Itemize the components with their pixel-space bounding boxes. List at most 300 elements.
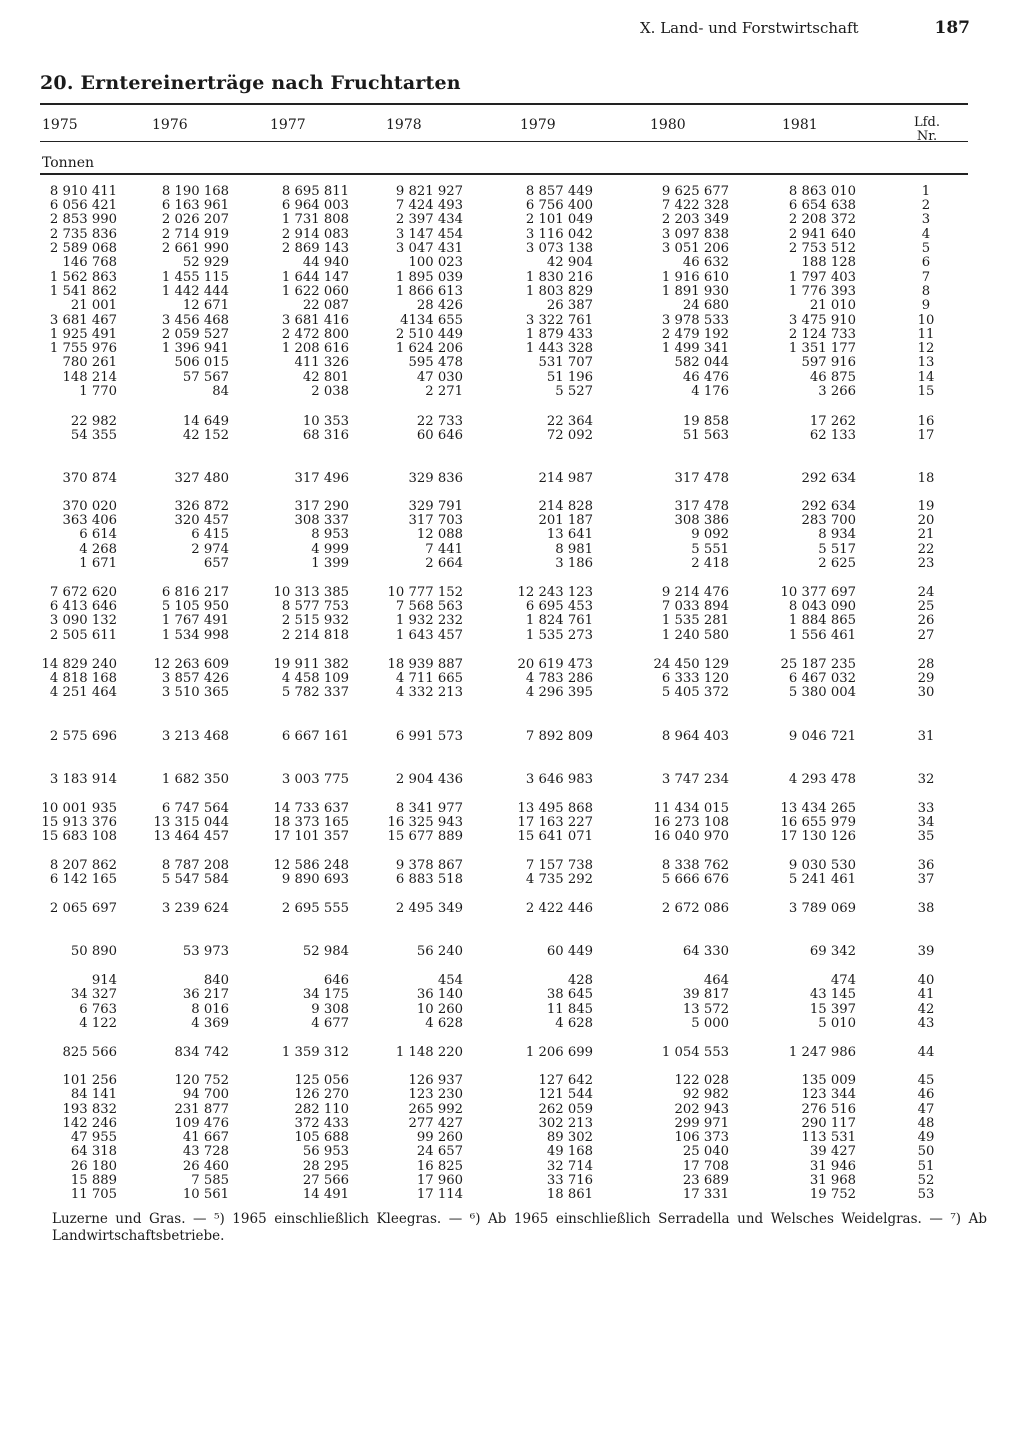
- table-cell-1980: 308 386: [674, 513, 729, 528]
- table-cell-1975: 2 735 836: [49, 227, 117, 242]
- table-cell-1975: 2 505 611: [49, 628, 117, 643]
- table-row: [0, 1131, 1024, 1145]
- table-cell-1978: 595 478: [408, 355, 463, 370]
- row-number: 30: [917, 685, 935, 700]
- table-row: [0, 902, 1024, 916]
- table-cell-1975: 1 755 976: [49, 341, 117, 356]
- table-cell-1976: 834 742: [174, 1045, 229, 1060]
- table-cell-1975: 2 575 696: [49, 729, 117, 744]
- table-cell-1975: 780 261: [62, 355, 117, 370]
- table-cell-1980: 13 572: [682, 1002, 729, 1017]
- table-cell-1975: 8 910 411: [49, 184, 117, 199]
- table-cell-1979: 302 213: [538, 1116, 593, 1131]
- table-cell-1977: 4 677: [311, 1016, 349, 1031]
- table-cell-1976: 7 585: [191, 1173, 229, 1188]
- table-cell-1977: 308 337: [294, 513, 349, 528]
- table-cell-1976: 3 857 426: [161, 671, 229, 686]
- table-cell-1979: 531 707: [538, 355, 593, 370]
- table-cell-1976: 10 561: [182, 1187, 229, 1202]
- table-cell-1978: 12 088: [416, 527, 463, 542]
- table-cell-1981: 21 010: [809, 298, 856, 313]
- table-cell-1978: 15 677 889: [387, 829, 463, 844]
- table-cell-1976: 109 476: [174, 1116, 229, 1131]
- table-cell-1978: 277 427: [408, 1116, 463, 1131]
- table-cell-1979: 8 981: [555, 542, 593, 557]
- table-cell-1977: 19 911 382: [273, 657, 349, 672]
- year-1979: 1979: [520, 117, 556, 133]
- table-cell-1977: 646: [323, 973, 349, 988]
- table-cell-1979: 1 830 216: [525, 270, 593, 285]
- row-number: 2: [921, 198, 931, 213]
- table-cell-1980: 5 666 676: [661, 872, 729, 887]
- row-number: 36: [917, 858, 935, 873]
- table-cell-1976: 14 649: [182, 414, 229, 429]
- row-number: 12: [917, 341, 935, 356]
- table-cell-1975: 146 768: [62, 255, 117, 270]
- table-cell-1975: 914: [91, 973, 117, 988]
- table-cell-1979: 4 783 286: [525, 671, 593, 686]
- table-cell-1980: 299 971: [674, 1116, 729, 1131]
- table-cell-1981: 2 208 372: [788, 212, 856, 227]
- table-cell-1975: 47 955: [70, 1130, 117, 1145]
- table-cell-1979: 51 196: [546, 370, 593, 385]
- table-cell-1976: 12 263 609: [153, 657, 229, 672]
- nr-label: Nr.: [916, 129, 938, 144]
- table-cell-1981: 8 863 010: [788, 184, 856, 199]
- row-number: 19: [917, 499, 935, 514]
- table-row: [0, 658, 1024, 672]
- table-cell-1979: 1 803 829: [525, 284, 593, 299]
- table-cell-1980: 46 632: [682, 255, 729, 270]
- table-cell-1977: 4 999: [311, 542, 349, 557]
- table-cell-1980: 3 978 533: [661, 313, 729, 328]
- table-cell-1979: 12 243 123: [517, 585, 593, 600]
- row-number: 4: [921, 227, 931, 242]
- table-cell-1976: 6 415: [191, 527, 229, 542]
- row-number: 37: [917, 872, 935, 887]
- table-cell-1975: 15 889: [70, 1173, 117, 1188]
- table-cell-1976: 5 547 584: [161, 872, 229, 887]
- table-cell-1977: 126 270: [294, 1087, 349, 1102]
- table-row: [0, 1103, 1024, 1117]
- row-number: 7: [921, 270, 931, 285]
- table-cell-1978: 4134 655: [400, 313, 463, 328]
- table-row: [0, 314, 1024, 328]
- row-number: 1: [921, 184, 931, 199]
- table-cell-1975: 21 001: [70, 298, 117, 313]
- table-cell-1979: 1 206 699: [525, 1045, 593, 1060]
- table-cell-1975: 2 853 990: [49, 212, 117, 227]
- table-cell-1978: 36 140: [416, 987, 463, 1002]
- table-cell-1976: 36 217: [182, 987, 229, 1002]
- table-cell-1977: 52 984: [302, 944, 349, 959]
- table-cell-1976: 657: [203, 556, 229, 571]
- table-cell-1975: 4 122: [79, 1016, 117, 1031]
- table-cell-1977: 2 914 083: [281, 227, 349, 242]
- table-cell-1978: 7 441: [425, 542, 463, 557]
- table-row: [0, 500, 1024, 514]
- row-number: 22: [917, 542, 935, 557]
- row-number: 16: [917, 414, 935, 429]
- table-cell-1977: 56 953: [302, 1144, 349, 1159]
- table-cell-1975: 15 683 108: [41, 829, 117, 844]
- table-cell-1981: 597 916: [801, 355, 856, 370]
- table-cell-1980: 5 551: [691, 542, 729, 557]
- row-number: 48: [917, 1116, 935, 1131]
- table-row: [0, 1174, 1024, 1188]
- table-cell-1978: 9 378 867: [395, 858, 463, 873]
- table-cell-1979: 7 157 738: [525, 858, 593, 873]
- table-cell-1981: 2 753 512: [788, 241, 856, 256]
- table-cell-1977: 1 622 060: [281, 284, 349, 299]
- table-cell-1981: 4 293 478: [788, 772, 856, 787]
- table-cell-1975: 6 142 165: [49, 872, 117, 887]
- table-row: [0, 185, 1024, 199]
- table-cell-1979: 4 296 395: [525, 685, 593, 700]
- table-cell-1977: 317 496: [294, 471, 349, 486]
- table-cell-1980: 106 373: [674, 1130, 729, 1145]
- table-cell-1975: 370 874: [62, 471, 117, 486]
- table-cell-1978: 17 960: [416, 1173, 463, 1188]
- year-1978: 1978: [386, 117, 422, 133]
- table-row: [0, 802, 1024, 816]
- table-row: [0, 1160, 1024, 1174]
- table-cell-1980: 39 817: [682, 987, 729, 1002]
- table-row: [0, 1088, 1024, 1102]
- table-row: [0, 299, 1024, 313]
- table-cell-1981: 5 010: [818, 1016, 856, 1031]
- table-cell-1975: 363 406: [62, 513, 117, 528]
- table-row: [0, 356, 1024, 370]
- table-cell-1980: 9 092: [691, 527, 729, 542]
- table-cell-1979: 3 073 138: [525, 241, 593, 256]
- table-cell-1979: 6 695 453: [525, 599, 593, 614]
- table-row: [0, 586, 1024, 600]
- table-cell-1980: 2 418: [691, 556, 729, 571]
- table-cell-1977: 2 038: [311, 384, 349, 399]
- table-cell-1979: 127 642: [538, 1073, 593, 1088]
- table-cell-1980: 1 499 341: [661, 341, 729, 356]
- table-cell-1975: 11 705: [70, 1187, 117, 1202]
- table-row: [0, 1117, 1024, 1131]
- table-cell-1980: 317 478: [674, 499, 729, 514]
- table-cell-1980: 24 450 129: [653, 657, 729, 672]
- page-number: 187: [934, 18, 970, 38]
- table-cell-1976: 326 872: [174, 499, 229, 514]
- table-cell-1975: 2 065 697: [49, 901, 117, 916]
- table-cell-1978: 1 643 457: [395, 628, 463, 643]
- table-cell-1981: 1 247 986: [788, 1045, 856, 1060]
- table-cell-1980: 7 033 894: [661, 599, 729, 614]
- table-cell-1976: 1 442 444: [161, 284, 229, 299]
- table-cell-1980: 24 680: [682, 298, 729, 313]
- table-row: [0, 830, 1024, 844]
- table-cell-1975: 1 671: [79, 556, 117, 571]
- table-cell-1978: 24 657: [416, 1144, 463, 1159]
- row-number: 42: [917, 1002, 935, 1017]
- table-cell-1977: 12 586 248: [273, 858, 349, 873]
- row-number: 26: [917, 613, 935, 628]
- row-number: 31: [917, 729, 935, 744]
- table-cell-1976: 1 396 941: [161, 341, 229, 356]
- row-number: 10: [917, 313, 935, 328]
- table-cell-1981: 188 128: [801, 255, 856, 270]
- table-row: [0, 816, 1024, 830]
- table-cell-1976: 231 877: [174, 1102, 229, 1117]
- table-cell-1980: 1 916 610: [661, 270, 729, 285]
- table-cell-1981: 292 634: [801, 471, 856, 486]
- table-cell-1981: 3 475 910: [788, 313, 856, 328]
- table-cell-1979: 20 619 473: [517, 657, 593, 672]
- table-cell-1979: 262 059: [538, 1102, 593, 1117]
- table-cell-1976: 26 460: [182, 1159, 229, 1174]
- table-cell-1980: 317 478: [674, 471, 729, 486]
- table-cell-1981: 69 342: [809, 944, 856, 959]
- table-cell-1978: 2 664: [425, 556, 463, 571]
- table-row: [0, 629, 1024, 643]
- table-cell-1975: 3 681 467: [49, 313, 117, 328]
- table-row: [0, 974, 1024, 988]
- table-cell-1977: 2 515 932: [281, 613, 349, 628]
- table-cell-1977: 2 472 800: [281, 327, 349, 342]
- table-cell-1976: 8 190 168: [161, 184, 229, 199]
- table-cell-1976: 43 728: [182, 1144, 229, 1159]
- year-1975: 1975: [42, 117, 78, 133]
- table-row: [0, 873, 1024, 887]
- table-cell-1978: 16 825: [416, 1159, 463, 1174]
- table-cell-1975: 84 141: [70, 1087, 117, 1102]
- table-row: [0, 256, 1024, 270]
- table-row: [0, 1003, 1024, 1017]
- table-cell-1981: 113 531: [801, 1130, 856, 1145]
- table-row: [0, 415, 1024, 429]
- table-cell-1979: 1 824 761: [525, 613, 593, 628]
- table-cell-1981: 123 344: [801, 1087, 856, 1102]
- table-cell-1975: 15 913 376: [41, 815, 117, 830]
- table-cell-1978: 1 866 613: [395, 284, 463, 299]
- row-number: 17: [917, 428, 935, 443]
- table-cell-1976: 8 787 208: [161, 858, 229, 873]
- table-cell-1975: 4 268: [79, 542, 117, 557]
- table-cell-1979: 2 101 049: [525, 212, 593, 227]
- table-cell-1976: 52 929: [182, 255, 229, 270]
- row-number: 47: [917, 1102, 935, 1117]
- table-cell-1978: 454: [437, 973, 463, 988]
- table-cell-1977: 1 731 808: [281, 212, 349, 227]
- table-cell-1978: 22 733: [416, 414, 463, 429]
- table-cell-1979: 2 422 446: [525, 901, 593, 916]
- table-cell-1977: 105 688: [294, 1130, 349, 1145]
- table-cell-1979: 6 756 400: [525, 198, 593, 213]
- table-row: [0, 429, 1024, 443]
- unit-label: Tonnen: [42, 155, 95, 171]
- table-cell-1979: 33 716: [546, 1173, 593, 1188]
- table-cell-1981: 9 046 721: [788, 729, 856, 744]
- table-row: [0, 472, 1024, 486]
- table-cell-1980: 4 176: [691, 384, 729, 399]
- table-row: [0, 371, 1024, 385]
- table-cell-1980: 16 040 970: [653, 829, 729, 844]
- row-number: 6: [921, 255, 931, 270]
- table-cell-1975: 1 541 862: [49, 284, 117, 299]
- table-cell-1981: 135 009: [801, 1073, 856, 1088]
- table-cell-1978: 2 397 434: [395, 212, 463, 227]
- table-cell-1976: 53 973: [182, 944, 229, 959]
- table-cell-1977: 10 353: [302, 414, 349, 429]
- table-cell-1981: 2 625: [818, 556, 856, 571]
- table-cell-1980: 202 943: [674, 1102, 729, 1117]
- table-cell-1981: 1 884 865: [788, 613, 856, 628]
- row-number: 18: [917, 471, 935, 486]
- table-cell-1976: 2 026 207: [161, 212, 229, 227]
- table-cell-1979: 7 892 809: [525, 729, 593, 744]
- table-cell-1980: 9 625 677: [661, 184, 729, 199]
- table-cell-1978: 16 325 943: [387, 815, 463, 830]
- table-cell-1981: 31 968: [809, 1173, 856, 1188]
- table-cell-1981: 62 133: [809, 428, 856, 443]
- table-cell-1976: 41 667: [182, 1130, 229, 1145]
- table-cell-1978: 1 624 206: [395, 341, 463, 356]
- table-cell-1980: 3 051 206: [661, 241, 729, 256]
- row-number: 24: [917, 585, 935, 600]
- table-cell-1977: 411 326: [294, 355, 349, 370]
- table-cell-1975: 148 214: [62, 370, 117, 385]
- table-cell-1981: 13 434 265: [780, 801, 856, 816]
- table-cell-1980: 5 405 372: [661, 685, 729, 700]
- table-cell-1977: 6 667 161: [281, 729, 349, 744]
- table-cell-1975: 14 829 240: [41, 657, 117, 672]
- table-cell-1978: 10 777 152: [387, 585, 463, 600]
- table-cell-1979: 89 302: [546, 1130, 593, 1145]
- table-cell-1975: 3 183 914: [49, 772, 117, 787]
- table-cell-1981: 290 117: [801, 1116, 856, 1131]
- table-cell-1980: 23 689: [682, 1173, 729, 1188]
- table-cell-1979: 5 527: [555, 384, 593, 399]
- row-number: 27: [917, 628, 935, 643]
- table-cell-1977: 34 175: [302, 987, 349, 1002]
- table-cell-1975: 6 614: [79, 527, 117, 542]
- table-cell-1978: 4 711 665: [395, 671, 463, 686]
- table-cell-1976: 3 239 624: [161, 901, 229, 916]
- table-cell-1977: 42 801: [302, 370, 349, 385]
- footnote-line-2: Landwirtschaftsbetriebe.: [52, 1228, 225, 1244]
- table-cell-1975: 4 251 464: [49, 685, 117, 700]
- table-row: [0, 213, 1024, 227]
- table-cell-1980: 3 097 838: [661, 227, 729, 242]
- table-row: [0, 271, 1024, 285]
- table-cell-1975: 22 982: [70, 414, 117, 429]
- table-cell-1978: 60 646: [416, 428, 463, 443]
- table-row: [0, 859, 1024, 873]
- table-cell-1980: 7 422 328: [661, 198, 729, 213]
- table-cell-1977: 68 316: [302, 428, 349, 443]
- table-cell-1977: 125 056: [294, 1073, 349, 1088]
- table-cell-1981: 8 043 090: [788, 599, 856, 614]
- section-title: X. Land- und Forstwirtschaft: [640, 19, 859, 37]
- table-cell-1980: 1 891 930: [661, 284, 729, 299]
- row-number: 45: [917, 1073, 935, 1088]
- row-number: 21: [917, 527, 935, 542]
- table-cell-1976: 84: [212, 384, 229, 399]
- table-cell-1979: 22 364: [546, 414, 593, 429]
- table-row: [0, 672, 1024, 686]
- table-cell-1978: 329 836: [408, 471, 463, 486]
- row-number: 5: [921, 241, 931, 256]
- table-cell-1979: 49 168: [546, 1144, 593, 1159]
- footnote-line-1: Luzerne und Gras. — ⁵) 1965 einschließlich Kleegras. — ⁶) Ab 1965 einschließlich Serradella und Welsches Weidelgras. — ⁷) Ab: [52, 1211, 987, 1227]
- table-cell-1976: 120 752: [174, 1073, 229, 1088]
- table-cell-1978: 9 821 927: [395, 184, 463, 199]
- table-cell-1978: 126 937: [408, 1073, 463, 1088]
- table-cell-1979: 214 828: [538, 499, 593, 514]
- table-row: [0, 686, 1024, 700]
- table-cell-1977: 2 869 143: [281, 241, 349, 256]
- table-cell-1980: 9 214 476: [661, 585, 729, 600]
- table-cell-1978: 17 114: [416, 1187, 463, 1202]
- table-cell-1976: 13 464 457: [153, 829, 229, 844]
- row-number: 32: [917, 772, 935, 787]
- table-cell-1975: 4 818 168: [49, 671, 117, 686]
- table-cell-1979: 60 449: [546, 944, 593, 959]
- table-cell-1979: 1 879 433: [525, 327, 593, 342]
- table-cell-1979: 42 904: [546, 255, 593, 270]
- table-cell-1979: 3 186: [555, 556, 593, 571]
- table-cell-1976: 2 661 990: [161, 241, 229, 256]
- lfd-label: Lfd.: [914, 115, 940, 130]
- table-cell-1978: 2 510 449: [395, 327, 463, 342]
- table-row: [0, 614, 1024, 628]
- table-row: [0, 514, 1024, 528]
- table-cell-1977: 14 733 637: [273, 801, 349, 816]
- table-cell-1977: 18 373 165: [273, 815, 349, 830]
- table-row: [0, 730, 1024, 744]
- year-1981: 1981: [782, 117, 818, 133]
- table-cell-1978: 6 991 573: [395, 729, 463, 744]
- table-cell-1975: 825 566: [62, 1045, 117, 1060]
- table-cell-1981: 6 654 638: [788, 198, 856, 213]
- row-number: 29: [917, 671, 935, 686]
- table-cell-1980: 8 964 403: [661, 729, 729, 744]
- table-cell-1980: 19 858: [682, 414, 729, 429]
- row-number: 51: [917, 1159, 935, 1174]
- table-cell-1979: 72 092: [546, 428, 593, 443]
- table-cell-1978: 317 703: [408, 513, 463, 528]
- table-cell-1976: 5 105 950: [161, 599, 229, 614]
- table-cell-1976: 2 714 919: [161, 227, 229, 242]
- row-number: 9: [921, 298, 931, 313]
- table-cell-1980: 51 563: [682, 428, 729, 443]
- table-cell-1981: 15 397: [809, 1002, 856, 1017]
- table-cell-1976: 57 567: [182, 370, 229, 385]
- table-cell-1978: 1 148 220: [395, 1045, 463, 1060]
- row-number: 52: [917, 1173, 935, 1188]
- table-cell-1977: 1 359 312: [281, 1045, 349, 1060]
- table-cell-1979: 1 443 328: [525, 341, 593, 356]
- table-title: 20. Erntereinerträge nach Fruchtarten: [40, 72, 461, 94]
- table-cell-1980: 1 054 553: [661, 1045, 729, 1060]
- table-cell-1977: 4 458 109: [281, 671, 349, 686]
- table-cell-1975: 1 925 491: [49, 327, 117, 342]
- table-cell-1976: 6 163 961: [161, 198, 229, 213]
- table-cell-1976: 13 315 044: [153, 815, 229, 830]
- table-cell-1975: 3 090 132: [49, 613, 117, 628]
- table-cell-1981: 1 556 461: [788, 628, 856, 643]
- table-cell-1976: 1 767 491: [161, 613, 229, 628]
- table-cell-1977: 1 399: [311, 556, 349, 571]
- table-cell-1978: 47 030: [416, 370, 463, 385]
- table-cell-1975: 193 832: [62, 1102, 117, 1117]
- table-cell-1981: 17 130 126: [780, 829, 856, 844]
